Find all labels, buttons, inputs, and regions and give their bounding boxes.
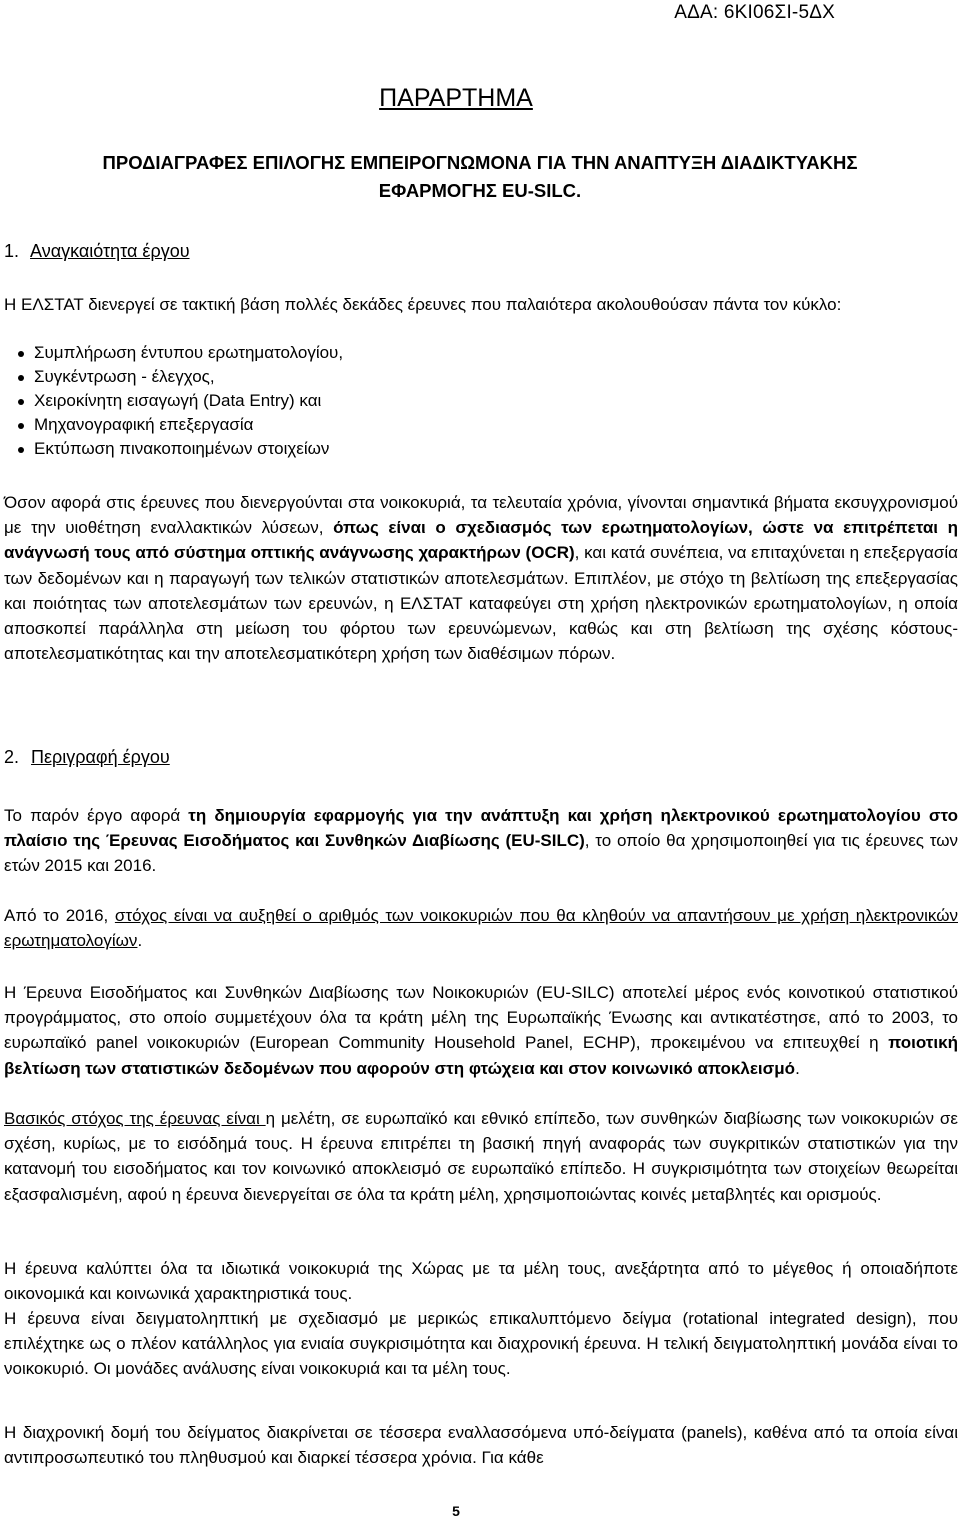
text-run: Η Έρευνα Εισοδήματος και Συνθηκών Διαβίωσης των Νοικοκυριών (EU-SILC) αποτελεί μέρος ενός κοινοτικού στατιστικού προγράμματος, στο οποίο συμμετέχουν όλα τα κράτη μέλη της Ευρωπαϊκής Ένωσης και αντικατέστησε, από το 2003, το ευρωπαϊκό panel νοικοκυριών (European Community Household Panel, ECHP), προκειμένου να επιτευχθεί η	[4, 983, 958, 1053]
section-1-heading	[4, 241, 190, 262]
bold-text-run: όπως είναι ο σχεδιασμός των ερωτηματολογίων, ώστε να επιτρέπεται η ανάγνωσή τους από σύστημα οπτικής ανάγνωσης χαρακτήρων (OCR)	[4, 518, 958, 563]
bold-text-run: ποιοτική βελτίωση των στατιστικών δεδομένων που αφορούν στη φτώχεια και στον κοινωνικό αποκλεισμό	[4, 1033, 958, 1078]
text-run: η μελέτη, σε ευρωπαϊκό και εθνικό επίπεδο, των συνθηκών διαβίωσης των νοικοκυριών σε σχέση, κυρίως, με το εισόδημά τους. Η έρευνα επιτρέπει τη βασική πηγή αναφοράς των συγκριτικών στατιστικών για την κατανομή του εισοδήματος και τον κοινωνικό αποκλεισμό σε ευρωπαϊκό επίπεδο. Η συγκρισιμότητα των στοιχείων θεωρείται εξασφαλισμένη, αφού η έρευνα διενεργείται σε όλα τα κράτη μέλη, χρησιμοποιώντας κοινές μεταβλητές και ορισμούς.	[4, 1109, 958, 1204]
ada-code: ΑΔΑ: 6ΚΙ06ΣΙ-5ΔΧ	[674, 2, 835, 23]
bullet-item: Συμπλήρωση έντυπου ερωτηματολογίου,	[16, 341, 343, 365]
underlined-text-run: Βασικός στόχος της έρευνας είναι	[4, 1109, 266, 1128]
section-1-intro: Η ΕΛΣΤΑΤ διενεργεί σε τακτική βάση πολλές δεκάδες έρευνες που παλαιότερα ακολουθούσαν πάντα τον κύκλο:	[4, 295, 842, 314]
section-1-number: 1.	[4, 241, 20, 261]
section-1-paragraph-2	[4, 490, 958, 666]
process-bullet-list	[16, 341, 343, 461]
section-2-paragraph-4	[4, 1106, 958, 1207]
document-subtitle	[0, 149, 960, 205]
text-run: Όσον αφορά στις έρευνες που διενεργούνται στα νοικοκυριά, τα τελευταία χρόνια, γίνονται σημαντικά βήματα εκσυγχρονισμού με την υιοθέτηση εναλλακτικών λύσεων,	[4, 493, 958, 538]
section-2-title: Περιγραφή έργου	[31, 747, 170, 767]
section-2-paragraph-6: Η έρευνα είναι δειγματοληπτική με σχεδιασμό με μερικώς επικαλυπτόμενο δείγμα (rotational integrated design), που επιλέχτηκε ως ο πλέον κατάλληλος για ενιαία συγκρισιμότητα και διαχρονική έρευνα. Η τελική δειγματοληπτική μονάδα είναι το νοικοκυριό. Οι μονάδες ανάλυσης είναι νοικοκυριά και τα μέλη τους.	[4, 1309, 958, 1379]
subtitle-line-1: ΠΡΟΔΙΑΓΡΑΦΕΣ ΕΠΙΛΟΓΗΣ ΕΜΠΕΙΡΟΓΝΩΜΟΝΑ ΓΙΑ ΤΗΝ ΑΝΑΠΤΥΞΗ ΔΙΑΔΙΚΤΥΑΚΗΣ	[102, 152, 858, 173]
text-run: Από το 2016,	[4, 906, 115, 925]
section-2-paragraph-2	[4, 903, 958, 953]
bullet-item: Συγκέντρωση - έλεγχος,	[16, 365, 343, 389]
underlined-text-run: στόχος είναι να αυξηθεί ο αριθμός των νοικοκυριών που θα κληθούν να απαντήσουν με χρήση ηλεκτρονικών ερωτηματολογίων	[4, 906, 958, 951]
section-2-heading	[4, 747, 170, 768]
section-2-paragraph-3	[4, 980, 958, 1081]
bullet-item: Εκτύπωση πινακοποιημένων στοιχείων	[16, 437, 343, 461]
text-run: .	[795, 1058, 800, 1078]
bullet-item: Μηχανογραφική επεξεργασία	[16, 413, 343, 437]
bullet-item: Χειροκίνητη εισαγωγή (Data Entry) και	[16, 389, 343, 413]
text-run: , το οποίο θα χρησιμοποιηθεί για τις έρευνες των ετών 2015 και 2016.	[4, 831, 958, 876]
subtitle-line-2: ΕΦΑΡΜΟΓΗΣ EU-SILC.	[378, 180, 582, 201]
section-2-paragraph-7: Η διαχρονική δομή του δείγματος διακρίνεται σε τέσσερα εναλλασσόμενα υπό-δείγματα (panels), καθένα από τα οποία είναι αντιπροσωπευτικό του πληθυσμού και διαρκεί τέσσερα χρόνια. Για κάθε	[4, 1423, 958, 1468]
bold-text-run: τη δημιουργία εφαρμογής για την ανάπτυξη και χρήση ηλεκτρονικού ερωτηματολογίου στο πλαίσιο της Έρευνας Εισοδήματος και Συνθηκών Διαβίωσης (EU-SILC)	[4, 806, 958, 851]
text-run: Το παρόν έργο αφορά	[4, 806, 189, 825]
section-1-title: Αναγκαιότητα έργου	[30, 241, 190, 261]
text-run: .	[137, 931, 143, 951]
annex-title: ΠΑΡΑΡΤΗΜΑ	[379, 84, 533, 112]
text-run: , και κατά συνέπεια, να επιταχύνεται η επεξεργασία των δεδομένων και η παραγωγή των τελικών στατιστικών αποτελεσμάτων. Επιπλέον, με στόχο τη βελτίωση της επεξεργασίας και ποιότητας των αποτελεσμάτων των ερευνών, η ΕΛΣΤΑΤ καταφεύγει στη χρήση ηλεκτρονικών ερωτηματολογίων, η οποία αποσκοπεί παράλληλα στη μείωση του φόρτου των ερευνώμενων, καθώς και στη βελτίωση της σχέσης κόστους-αποτελεσματικότητας και την αποτελεσματικότερη χρήση των διαθέσιμων πόρων.	[4, 543, 958, 664]
section-2-paragraph-1	[4, 803, 958, 879]
section-2-number: 2.	[4, 747, 20, 767]
page-number: 5	[452, 1503, 460, 1519]
section-2-paragraph-5: Η έρευνα καλύπτει όλα τα ιδιωτικά νοικοκυριά της Χώρας με τα μέλη τους, ανεξάρτητα από το μέγεθος ή οποιαδήποτε οικονομικά και κοινωνικά χαρακτηριστικά τους.	[4, 1259, 958, 1304]
